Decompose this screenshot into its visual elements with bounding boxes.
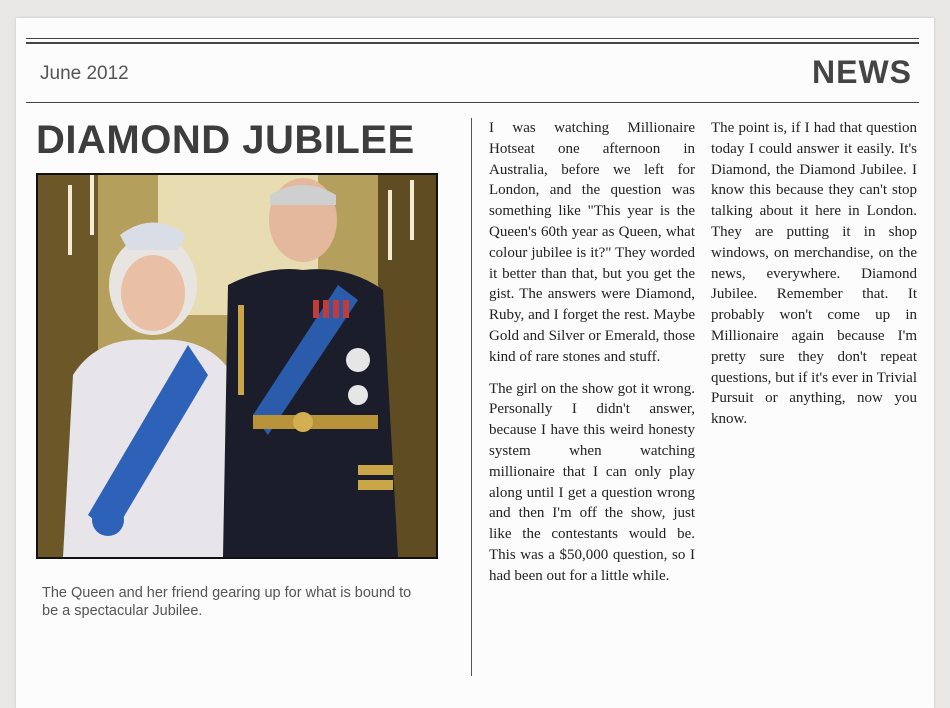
header-rule xyxy=(26,102,919,103)
headline: DIAMOND JUBILEE xyxy=(36,118,415,162)
torn-edge xyxy=(16,12,934,20)
top-rule xyxy=(26,38,919,39)
masthead: NEWS xyxy=(812,54,912,90)
photo-caption: The Queen and her friend gearing up for what is bound to be a spectacular Jubilee. xyxy=(42,585,412,619)
article-photo xyxy=(36,173,438,559)
paragraph: The girl on the show got it wrong. Personally I didn't answer, because I have this weird honesty system when watching millionaire that I can only play along until I get a question wrong and then I'm off the show, just like the contestants would be. This was a $50,000 question, so I had been out for a little while. xyxy=(489,380,695,584)
newspaper-page xyxy=(16,18,934,708)
article-column-1 xyxy=(489,118,695,598)
column-divider xyxy=(471,118,472,676)
paragraph: I was watching Millionaire Hotseat one afternoon in Australia, before we left for London, and the question was something like "This year is the Queen's 60th year as Queen, what colour jubilee is it?" They worded it better than that, but you get the gist. The answers were Diamond, Ruby, and I forget the rest. Maybe Gold and Silver or Emerald, those kind of rare stones and stuff. xyxy=(489,120,695,365)
issue-date: June 2012 xyxy=(40,63,129,84)
royal-portrait-illustration xyxy=(38,175,436,557)
top-rule-thick xyxy=(26,42,919,44)
article-column-2 xyxy=(711,118,917,441)
paragraph: The point is, if I had that question today I could answer it easily. It's Diamond, the Diamond Jubilee. I know this because they can't stop talking about it here in London. They are putting it in shop windows, on merchandise, on the news, everywhere. Diamond Jubilee. Remember that. It probably won't come up in Millionaire again because I'm pretty sure they don't repeat questions, but if it's ever in Trivial Pursuit or anything, now you know. xyxy=(711,120,917,428)
